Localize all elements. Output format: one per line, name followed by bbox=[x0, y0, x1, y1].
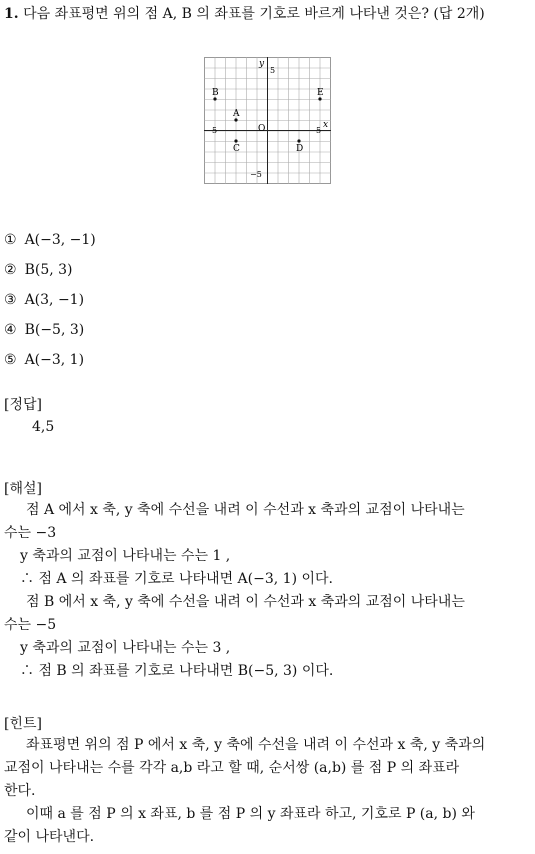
question-text: 다음 좌표평면 위의 점 A, B 의 좌표를 기호로 바르게 나타낸 것은? (답 2개) bbox=[23, 6, 485, 22]
x-right-tick-label: 5 bbox=[316, 126, 322, 135]
origin-label: O bbox=[258, 124, 266, 134]
y-axis-label: y bbox=[259, 59, 265, 69]
choice-2[interactable] bbox=[4, 259, 96, 289]
point-e-label: E bbox=[317, 88, 324, 98]
x-left-tick-label: 5 bbox=[212, 126, 218, 135]
hint-line: 이때 a 를 점 P 의 x 좌표, b 를 점 P 의 y 좌표라 하고, 기호로 P (a, b) 와 bbox=[26, 806, 475, 822]
x-axis-label: x bbox=[323, 120, 329, 130]
question bbox=[4, 4, 532, 24]
choice-list bbox=[4, 229, 96, 379]
explanation-line: 점 A 에서 x 축, y 축에 수선을 내려 이 수선과 x 축과의 교점이 나타내는 bbox=[26, 502, 465, 518]
explanation-section bbox=[4, 479, 465, 683]
explanation-line: 수는 −3 bbox=[4, 525, 57, 541]
answer-value: 4,5 bbox=[32, 419, 55, 435]
choice-3-marker: ③ bbox=[4, 292, 17, 308]
explanation-line: 수는 −5 bbox=[4, 617, 57, 633]
choice-1-text: A(−3, −1) bbox=[24, 232, 96, 248]
y-top-tick-label: 5 bbox=[270, 66, 276, 75]
choice-4[interactable] bbox=[4, 319, 96, 349]
hint-line: 교점이 나타내는 수를 각각 a,b 라고 할 때, 순서쌍 (a,b) 를 점 P 의 좌표라 bbox=[4, 760, 460, 776]
y-bottom-tick-label: −5 bbox=[250, 170, 262, 179]
question-number: 1. bbox=[4, 6, 19, 22]
point-a-label: A bbox=[233, 109, 240, 119]
choice-5-marker: ⑤ bbox=[4, 352, 17, 368]
point-c-label: C bbox=[233, 144, 240, 154]
answer-section bbox=[4, 395, 54, 437]
choice-1[interactable] bbox=[4, 229, 96, 259]
explanation-line: y 축과의 교점이 나타내는 수는 3 , bbox=[20, 640, 231, 656]
explanation-line: ∴ 점 B 의 좌표를 기호로 나타내면 B(−5, 3) 이다. bbox=[20, 663, 334, 679]
explanation-line: y 축과의 교점이 나타내는 수는 1 , bbox=[20, 548, 231, 564]
choice-1-marker: ① bbox=[4, 232, 17, 248]
choice-2-text: B(5, 3) bbox=[24, 262, 73, 278]
choice-5-text: A(−3, 1) bbox=[24, 352, 85, 368]
choice-3[interactable] bbox=[4, 289, 96, 319]
point-d-label: D bbox=[296, 144, 304, 154]
explanation-line: ∴ 점 A 의 좌표를 기호로 나타내면 A(−3, 1) 이다. bbox=[20, 571, 333, 587]
hint-line: 같이 나타낸다. bbox=[4, 829, 95, 845]
hint-line: 좌표평면 위의 점 P 에서 x 축, y 축에 수선을 내려 이 수선과 x 축, y 축과의 bbox=[26, 737, 486, 753]
choice-5[interactable] bbox=[4, 349, 96, 379]
hint-section bbox=[4, 714, 485, 849]
coordinate-plane-figure bbox=[204, 57, 332, 185]
point-d-dot bbox=[297, 139, 300, 142]
choice-4-marker: ④ bbox=[4, 322, 17, 338]
choice-4-text: B(−5, 3) bbox=[24, 322, 85, 338]
explanation-line: 점 B 에서 x 축, y 축에 수선을 내려 이 수선과 x 축과의 교점이 나타내는 bbox=[26, 594, 465, 610]
answer-label: [정답] bbox=[4, 397, 42, 413]
point-b-label: B bbox=[212, 88, 219, 98]
point-c-dot bbox=[234, 139, 237, 142]
choice-2-marker: ② bbox=[4, 262, 17, 278]
explanation-label: [해설] bbox=[4, 481, 42, 497]
hint-label: [힌트] bbox=[4, 716, 42, 732]
hint-line: 한다. bbox=[4, 783, 36, 799]
choice-3-text: A(3, −1) bbox=[24, 292, 85, 308]
